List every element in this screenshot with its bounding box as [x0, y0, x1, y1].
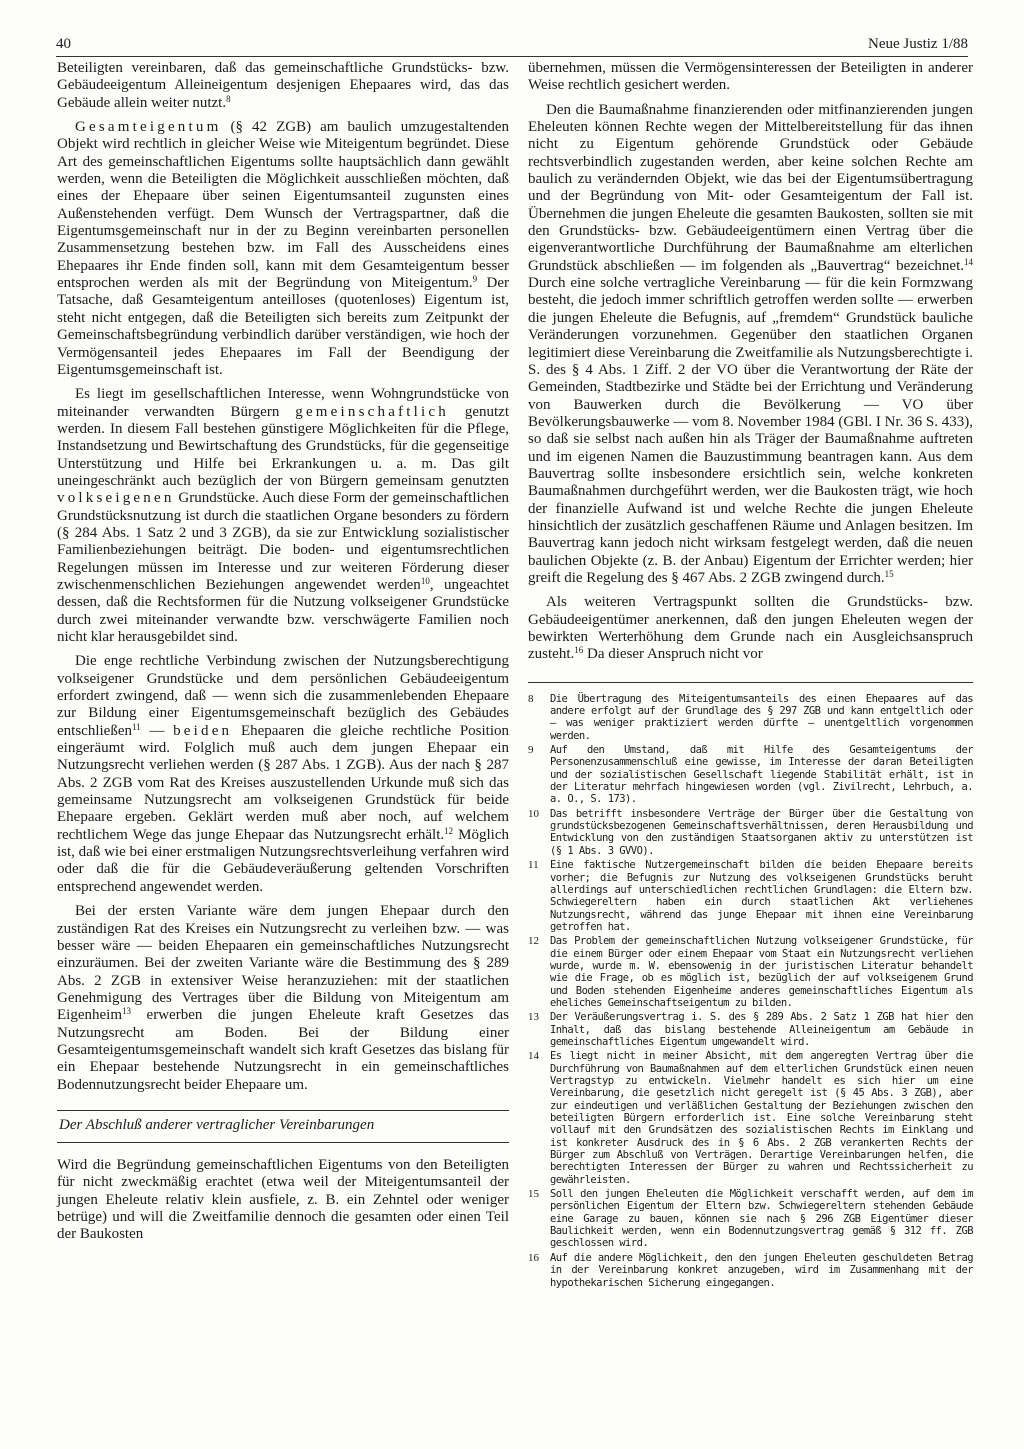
spaced-term: beiden [173, 722, 233, 739]
footnote-text: Das Problem der gemeinschaftlichen Nutzung volkseigener Grundstücke, für die einem Bürger oder einem Ehepaar vom Staat ein Nutzungsrecht verliehen wurde, wurde m. W. ebensowenig in der juristischen Literatur behandelt wie die Frage, ob es möglich ist, bezüglich der auf volkseigenem Grund und Boden stehenden Eigenheime anderes gemeinschaftliches Eigentum als eheliches Gemeinschaftseigentum zu bilden. [550, 935, 973, 1009]
footnote-number: 15 [528, 1188, 539, 1201]
text-run: Den die Baumaßnahme finanzierenden oder mitfinanzierenden jungen Eheleuten können Rechte wegen der Mittelbereitstellung für das ihnen nicht zu Eigentum gehörende Grundstück oder Gebäude rechtsverbindlich zugestanden werden, aber keine solchen Rechte am baulich zu verändernden Objekt, wie das bei der Eigentumsübertragung und der Begründung von Mit- oder Gesamteigentum der Fall ist. Übernehmen die jungen Eheleute die gesamten Baukosten, sollten sie mit den Grundstücks- bzw. Gebäudeeigentümern einen Vertrag über die eigenverantwortliche Durchführung der Baumaßnahme am elterlichen Grundstück abschließen — im folgenden als „Bauvertrag“ bezeichnet. [528, 101, 973, 274]
running-header [56, 34, 968, 57]
footnote [528, 744, 973, 806]
footnote-text: Es liegt nicht in meiner Absicht, mit dem angeregten Vertrag über die Durchführung von Baumaßnahmen auf dem elterlichen Grundstück einen neuen Vertragstyp zu entwickeln. Vielmehr handelt es sich hier um eine Vereinbarung, die gesetzlich nicht geregelt ist (§ 45 Abs. 3 ZGB), aber zur eindeutigen und verläßlichen Gestaltung der Beziehungen zwischen den beteiligten Bürgern erforderlich ist. Eine solche Vereinbarung steht vollauf mit den Grundsätzen des sozialistischen Rechts im Einklang und ist konkreter Ausdruck des in § 6 Abs. 2 ZGB verankerten Rechts der Bürger zum Abschluß von Verträgen. Derartige Vereinbarungen helfen, die berechtigten Interessen der Bürger zu wahren und Rechtssicherheit zu gewährleisten. [550, 1050, 973, 1186]
text-run: Der Tatsache, daß Gesamteigentum anteilloses (quotenloses) Eigentum ist, steht nicht entgegen, daß die Beteiligten sich bereits zum Zeitpunkt der Gemeinschaftsbegründung verbindlich darüber verständigen, wie hoch der Vermögensanteil jedes Ehepaares im Fall der Beendigung der Eigentumsgemeinschaft ist. [57, 275, 509, 378]
text-run: Es liegt im gesellschaftlichen Interesse, wenn Wohngrundstücke von miteinander verwandten Bürgern [57, 386, 509, 420]
footnote-ref: 8 [226, 93, 231, 104]
footnote-ref: 14 [964, 256, 973, 267]
paragraph [528, 594, 973, 663]
footnote-number: 11 [528, 859, 539, 872]
footnote-text: Soll den jungen Eheleuten die Möglichkeit verschafft werden, auf dem im persönlichen Eigentum der Eltern bzw. Schwiegereltern stehenden Gebäude eine Garage zu bauen, können sie nach § 296 ZGB Eigentümer dieser Baulichkeit werden, wenn ein Bodennutzungsvertrag gemäß § 312 ff. ZGB geschlossen wird. [550, 1188, 973, 1250]
footnote-text: Der Veräußerungsvertrag i. S. des § 289 Abs. 2 Satz 1 ZGB hat hier den Inhalt, daß das bislang bestehende Alleineigentum am Gebäude in gemeinschaftliches Eigentum umgewandelt wird. [550, 1011, 973, 1048]
footnote [528, 859, 973, 933]
footnote-text: Auf die andere Möglichkeit, den den jungen Eheleuten geschuldeten Betrag in der Vereinbarung konkret anzugeben, wird im Zusammenhang mit der hypothekarischen Sicherung eingegangen. [550, 1251, 973, 1289]
paragraph: Wird die Begründung gemeinschaftlichen Eigentums von den Beteiligten für nicht zweckmäßig erachtet (etwa weil der Miteigentumsanteil der jungen Eheleute relativ klein ausfiele, z. B. ein Zehntel oder weniger betrüge) und will die Zweitfamilie dennoch die gesamten oder einen Teil der Baukosten [57, 1156, 509, 1243]
footnote-text: Auf den Umstand, daß mit Hilfe des Gesamteigentums der Personenzusammenschluß eine gewisse, im Interesse der daran Beteiligten und der sozialistischen Gesellschaft liegende Stabilität erhält, ist in der Literatur mehrfach hingewiesen worden (vgl. Zivilrecht, Lehrbuch, a. a. O., S. 173). [550, 744, 973, 806]
footnote-ref: 13 [121, 1006, 131, 1017]
text-run: Bei der ersten Variante wäre dem jungen Ehepaar durch den zuständigen Rat des Kreises ein Nutzungsrecht zu verleihen bzw. — was besser wäre — beiden Ehepaaren ein gemeinschaftliches Nutzungsrecht einzuräumen. Bei der zweiten Variante wäre die Bestimmung des § 289 Abs. 2 ZGB in extensiver Weise heranzuziehen: mit der staatlichen Genehmigung des Vertrages über die Bildung von Miteigentum am Eigenheim [57, 903, 509, 1024]
text-run: Da dieser Anspruch nicht vor [583, 646, 763, 663]
paragraph [57, 386, 509, 646]
left-column [57, 60, 509, 1251]
paragraph [57, 60, 509, 112]
footnote-ref: 9 [472, 274, 478, 285]
right-column [528, 60, 973, 1291]
footnote-number: 13 [528, 1011, 539, 1024]
footnote-text: Das betrifft insbesondere Verträge der Bürger über die Gestaltung von grundstücksbezogenen Gemeinschaftsverhältnissen, deren Herausbildung und Entwicklung von den zuständigen Staatsorganen aktiv zu unterstützen ist (§ 1 Abs. 3 GVVO). [550, 807, 973, 857]
text-run: , ungeachtet dessen, daß die Rechtsformen für die Nutzung volkseigener Grundstücke durch zwei miteinander verwandte bzw. verschwägerte Familien noch nicht klar herausgebildet sind. [57, 576, 510, 645]
text-run: Beteiligten vereinbaren, daß das gemeinschaftliche Grundstücks- bzw. Gebäudeeigentum Alleineigentum desjenigen Ehepaares wird, das das Gebäude allein weiter nutzt. [57, 60, 509, 111]
footnote-ref: 12 [444, 825, 454, 836]
footnote-number: 12 [528, 935, 539, 948]
text-run: (§ 42 ZGB) am baulich umzugestaltenden Objekt wird rechtlich in gleicher Weise wie Miteigentum begründet. Diese Art des gemeinschaftlichen Eigentums sollte hauptsächlich dann gewählt werden, wenn die Beteiligten die Möglichkeit ausschließen möchten, daß eines der Ehepaare über seinen Eigentumsanteil zugunsten eines Außenstehenden verfügt. Dem Wunsch der Vertragspartner, daß die Eigentumsgemeinschaft nur in der zu Beginn vereinbarten personellen Zusammensetzung bestehen bzw. im Fall des Ausscheidens eines Ehepaares ihr Ende finden soll, kann mit dem Gesamteigentum besser entsprochen werden als mit der Begründung von Miteigentum. [57, 119, 509, 292]
footnote-number: 14 [528, 1050, 539, 1063]
footnote-text: Die Übertragung des Miteigentumsanteils des einen Ehepaares auf das andere erfolgt auf der Grundlage des § 297 ZGB und kann entgeltlich oder — was weniger praktiziert werden dürfte — unentgeltlich vorgenommen werden. [550, 692, 973, 742]
paragraph [57, 119, 509, 379]
footnote-number: 10 [528, 807, 539, 820]
text-run: Als weiteren Vertragspunkt sollten die Grundstücks- bzw. Gebäudeeigentümer anerkennen, daß den jungen Eheleuten wegen der bewirkten Werterhöhung dem Grunde nach ein Ausgleichsanspruch zusteht. [528, 594, 973, 663]
text-run: Durch eine solche vertragliche Vereinbarung — für die kein Formzwang besteht, die jedoch immer schriftlich getroffen werden sollte — erwerben die jungen Eheleute die Befugnis, auf „fremdem“ Grundstück bauliche Veränderungen vorzunehmen. Gegenüber den staatlichen Organen legitimiert diese Vereinbarung die Zweitfamilie als Nutzungsberechtigte i. S. des § 4 Abs. 1 Ziff. 2 der VO über die Verantwortung der Räte der Gemeinden, Stadtbezirke und Städte bei der Errichtung und Veränderung von Bauwerken durch die Bevölkerung — VO über Bevölkerungsbauwerke — vom 8. November 1984 (GBl. I Nr. 36 S. 433), so daß sie selbst nach außen hin als Träger der Baumaßnahme auftreten und im eigenen Namen die Bauzustimmung beantragen kann. Aus dem Bauvertrag sollte insbesondere ersichtlich sein, welche konkreten Baumaßnahmen durchgeführt werden, wer die Baukosten trägt, wie hoch der finanzielle Aufwand ist und welche Rechte die jungen Eheleute hinsichtlich der zusätzlich geschaffenen Räume und Anlagen besitzen. Im Bauvertrag kann jedoch nicht wirksam festgelegt werden, daß die neuen baulichen Objekte (z. B. der Anbau) Eigentum der Errichter werden; hier greift die Regelung des § 467 Abs. 2 ZGB zwingend durch. [528, 275, 973, 586]
spaced-term: gemeinschaftlich [295, 403, 449, 420]
spaced-term: volkseigenen [57, 490, 175, 507]
footnote [528, 1188, 973, 1250]
paragraph [57, 903, 509, 1094]
footnote [528, 693, 973, 742]
text-run: erwerben die jungen Eheleute kraft Gesetzes das Nutzungsrecht am Boden. Bei der Bildung einer Gesamteigentumsgemeinschaft wandelt sich kraft Gesetzes das bislang für ein Ehepaar bestehende Nutzungsrecht in ein gemeinschaftliches Bodennutzungsrecht beider Ehepaare um. [57, 1007, 509, 1093]
paragraph: übernehmen, müssen die Vermögensinteressen der Beteiligten in anderer Weise rechtlich gesichert werden. [528, 60, 973, 94]
text-run: Die enge rechtliche Verbindung zwischen der Nutzungsberechtigung volkseigener Grundstücke und dem persönlichen Gebäudeeigentum erfordert zwingend, daß — wenn sich die zusammenlebenden Ehepaare zur Bildung einer Eigentumsgemeinschaft bezüglich des Gebäudes entschließen [57, 653, 509, 739]
footnote-ref: 15 [884, 568, 894, 579]
page-number: 40 [56, 36, 71, 52]
section-heading: Der Abschluß anderer vertraglicher Vereinbarungen [57, 1110, 509, 1143]
footnote-ref: 16 [574, 645, 584, 656]
text-run: genutzt werden. In diesem Fall bestehen günstigere Möglichkeiten für die Pflege, Instandsetzung und Bewirtschaftung des Grundstücks, für die gegenseitige Unterstützung und Hilfe bei Erkrankungen u. a. m. Das gilt uneingeschränkt auch bezüglich der von Bürgern gemeinsam genutzten [57, 403, 509, 489]
paragraph [57, 653, 509, 896]
footnote-number: 9 [528, 744, 534, 757]
text-run: Grundstücke. Auch diese Form der gemeinschaftlichen Grundstücksnutzung ist durch die staatlichen Organe besonders zu fördern (§ 284 Abs. 1 Satz 2 und 3 ZGB), da sie zur Entwicklung sozialistischer Familienbeziehungen beiträgt. Die boden- und eigentumsrechtlichen Regelungen müssen im Interesse und zur weiteren Förderung dieser zwischenmenschlichen Beziehungen angewendet werden [57, 490, 509, 593]
footnote-divider [528, 682, 973, 683]
footnote [528, 808, 973, 857]
paragraph [528, 102, 973, 588]
footnote [528, 1050, 973, 1186]
footnote-ref: 11 [131, 721, 141, 732]
footnote-number: 8 [528, 692, 534, 705]
text-run: Möglich ist, daß wie bei einer erstmaligen Nutzungsrechtsverleihung verfahren wird oder daß die für die Gebäudeveräußerung geltenden Vorschriften entsprechend angewendet werden. [57, 826, 509, 895]
footnote [528, 1252, 973, 1289]
text-run: — [140, 722, 174, 739]
spaced-term: Gesamteigentum [75, 119, 222, 136]
text-run: Ehepaaren die gleiche rechtliche Position eingeräumt wird. Folglich muß auch dem jungen Ehepaar ein Nutzungsrecht verliehen werden (§ 287 Abs. 1 ZGB). Aus der nach § 287 Abs. 2 ZGB vom Rat des Kreises auszustellenden Urkunde muß sich das gemeinsame Nutzungsrecht am volkseigenen Grundstück für beide Ehepaare ergeben. Geklärt werden muß aber noch, auf welchem rechtlichem Wege das junge Ehepaar das Nutzungsrecht erhält. [57, 722, 509, 843]
footnotes [528, 693, 973, 1289]
footnote [528, 1011, 973, 1048]
footnote-text: Eine faktische Nutzergemeinschaft bilden die beiden Ehepaare bereits vorher; die Befugnis zur Nutzung des volkseigenen Grundstücks beruht allerdings auf unterschiedlichen rechtlichen Grundlagen: die Eltern bzw. Schwiegereltern haben ein durch staatlichen Akt verliehenes Nutzungsrecht, während das junge Ehepaar mit ihnen eine Vereinbarung getroffen hat. [550, 859, 973, 933]
journal-issue: Neue Justiz 1/88 [868, 36, 968, 52]
footnote-ref: 10 [420, 575, 430, 586]
footnote [528, 935, 973, 1009]
footnote-number: 16 [528, 1251, 539, 1264]
